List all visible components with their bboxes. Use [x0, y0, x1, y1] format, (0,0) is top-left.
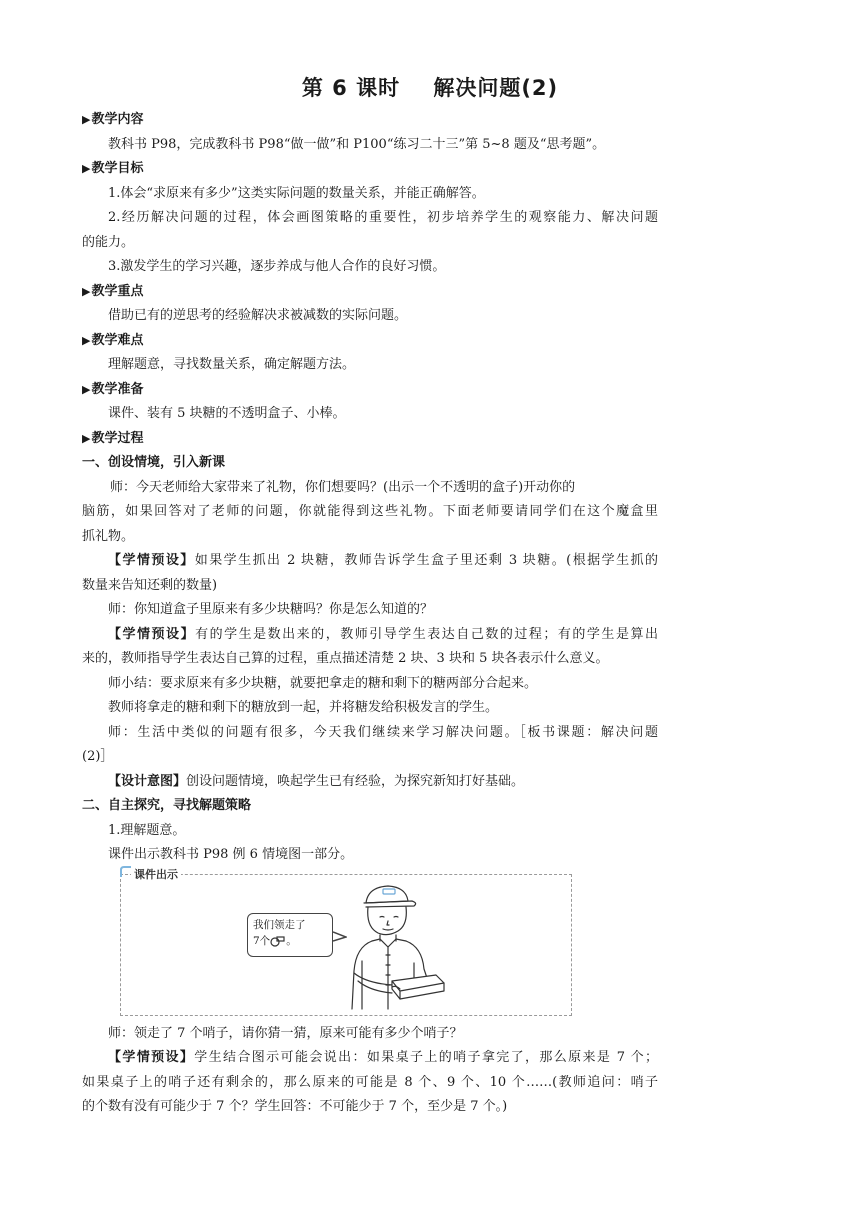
triangle-right-icon: ▶: [82, 284, 91, 298]
bubble-text: 7个 。: [253, 934, 297, 947]
section-heading-preparation: ▶教学准备: [82, 381, 144, 397]
paragraph-line: 脑筋，如果回答对了老师的问题，你就能得到这些礼物。下面老师要请同学们在这个魔盒里: [82, 504, 658, 519]
goal-item: 1.体会“求原来有多少”这类实际问题的数量关系，并能正确解答。: [108, 185, 485, 201]
triangle-right-icon: ▶: [82, 431, 91, 445]
goal-item: 的能力。: [82, 234, 135, 250]
section-heading-content: ▶教学内容: [82, 112, 144, 127]
courseware-figure: [120, 867, 572, 1016]
paragraph-line: 师：今天老师给大家带来了礼物，你们想要吗？(出示一个不透明的盒子)开动你的: [110, 479, 576, 495]
part1-heading: 一、创设情境，引入新课: [82, 455, 226, 470]
paragraph-line: 教师将拿走的糖和剩下的糖放到一起，并将糖发给积极发言的学生。: [108, 700, 499, 715]
paragraph-line: 抓礼物。: [82, 528, 135, 544]
figure-label: 课件出示: [131, 866, 181, 882]
triangle-right-icon: ▶: [82, 333, 91, 347]
paragraph-line: 数量来告知还剩的数量): [82, 577, 218, 593]
whistle-icon: [270, 934, 286, 948]
paragraph-line: 如果桌子上的哨子还有剩余的，那么原来的可能是 8 个、9 个、10 个……(教师追问：哨子: [82, 1074, 658, 1090]
paragraph-line: (2)］: [82, 749, 114, 764]
goal-item: 3.激发学生的学习兴趣，逐步养成与他人合作的良好习惯。: [108, 259, 446, 274]
difficulties-text: 理解题意，寻找数量关系，确定解题方法。: [108, 357, 356, 372]
triangle-right-icon: ▶: [82, 382, 91, 396]
paragraph-line: 师：领走了 7 个哨子，请你猜一猜，原来可能有多少个哨子？: [108, 1025, 463, 1041]
paragraph-line: 来的，教师指导学生表达自己算的过程，重点描述清楚 2 块、3 块和 5 块各表示什么意义。: [82, 651, 609, 666]
section-heading-key-points: ▶教学重点: [82, 283, 144, 299]
speech-bubble: [247, 913, 333, 957]
paragraph-line: 师小结：要求原来有多少块糖，就要把拿走的糖和剩下的糖两部分合起来。: [108, 675, 538, 691]
lesson-body: [82, 108, 658, 1120]
content-text: 教科书 P98，完成教科书 P98“做一做”和 P100“练习二十三”第 5~8 题及“思考题”。: [108, 136, 606, 152]
preset-paragraph: 【学情预设】学生结合图示可能会说出：如果桌子上的哨子拿完了，那么原来是 7 个；: [108, 1050, 658, 1065]
preset-tag: 【学情预设】: [108, 553, 195, 568]
part2-heading: 二、自主探究，寻找解题策略: [82, 798, 252, 813]
paragraph-line: 1.理解题意。: [108, 822, 186, 838]
preset-tag: 【学情预设】: [108, 1050, 195, 1065]
page-title: 第 6 课时 解决问题(2): [301, 76, 559, 100]
bubble-text: 我们领走了: [253, 918, 306, 931]
paragraph-line: 的个数有没有可能少于 7 个？学生回答：不可能少于 7 个，至少是 7 个。): [82, 1099, 508, 1114]
paragraph-line: 课件出示教科书 P98 例 6 情境图一部分。: [108, 847, 354, 862]
preset-paragraph: 【学情预设】有的学生是数出来的，教师引导学生表达自己数的过程；有的学生是算出: [108, 626, 658, 642]
section-heading-goals: ▶教学目标: [82, 161, 144, 176]
triangle-right-icon: ▶: [82, 162, 91, 175]
triangle-right-icon: ▶: [82, 113, 91, 126]
design-intent-paragraph: 【设计意图】创设问题情境，唤起学生已有经验，为探究新知打好基础。: [108, 773, 525, 789]
goal-item: 2.经历解决问题的过程，体会画图策略的重要性，初步培养学生的观察能力、解决问题: [108, 210, 658, 225]
preset-tag: 【学情预设】: [108, 626, 196, 642]
section-heading-process: ▶教学过程: [82, 430, 144, 446]
paragraph-line: 师：生活中类似的问题有很多，今天我们继续来学习解决问题。［板书课题：解决问题: [108, 724, 658, 740]
section-heading-difficulties: ▶教学难点: [82, 332, 144, 348]
design-tag: 【设计意图】: [108, 773, 187, 789]
paragraph-line: 师：你知道盒子里原来有多少块糖吗？你是怎么知道的？: [108, 602, 434, 617]
preset-paragraph: 【学情预设】如果学生抓出 2 块糖，教师告诉学生盒子里还剩 3 块糖。(根据学生抓的: [108, 553, 658, 568]
boy-carrying-box-illustration: [336, 881, 446, 1013]
preparation-text: 课件、装有 5 块糖的不透明盒子、小棒。: [108, 406, 346, 421]
key-points-text: 借助已有的逆思考的经验解决求被减数的实际问题。: [108, 308, 408, 323]
